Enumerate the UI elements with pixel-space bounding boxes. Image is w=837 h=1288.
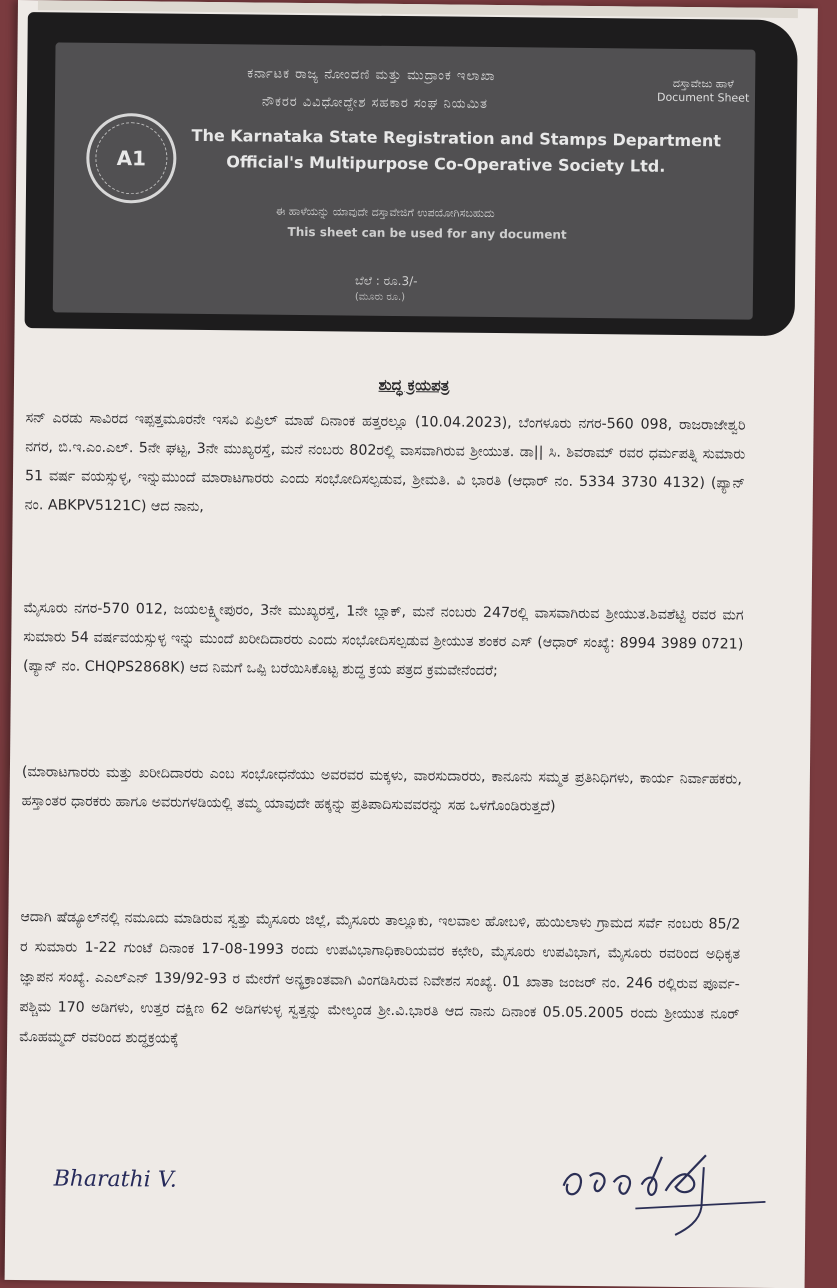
document-sheet [5,0,818,1288]
paragraph-property: ಆದಾಗಿ ಷೆಡ್ಯೂಲ್‌ನಲ್ಲಿ ನಮೂದು ಮಾಡಿರುವ ಸ್ವತ್ತು ಮೈಸೂರು ಜಿಲ್ಲೆ, ಮೈಸೂರು ತಾಲ್ಲೂಕು, ಇಲವಾಲ ಹೋಬಳಿ, ಹುಯಿಲಾಳು ಗ್ರಾಮದ ಸರ್ವೆ ನಂಬರು 85/2 ರ ಸುಮಾರು 1-22 ಗುಂಟೆ ದಿನಾಂಕ 17-08-1993 ರಂದು ಉಪವಿಭಾಗಾಧಿಕಾರಿಯವರ ಕಛೇರಿ, ಮೈಸೂರು ಉಪವಿಭಾಗ, ಮೈಸೂರು ರವರಿಂದ ಅಧಿಕೃತ ಜ್ಞಾಪನ ಸಂಖ್ಯೆ. ಎಎಲ್ಎನ್ 139/92-93 ರ ಮೇರೆಗೆ ಅನ್ಯಕ್ರಾಂತವಾಗಿ ವಿಂಗಡಿಸಿರುವ ನಿವೇಶನ ಸಂಖ್ಯೆ. 01 ಖಾತಾ ಜಂಜರ್ ನಂ. 246 ರಲ್ಲಿರುವ ಪೂರ್ವ-ಪಶ್ಚಿಮ 170 ಅಡಿಗಳು, ಉತ್ತರ ದಕ್ಷಿಣ 62 ಅಡಿಗಳುಳ್ಳ ಸ್ವತ್ತನ್ನು ಮೇಲ್ಕಂಡ ಶ್ರೀ.ವಿ.ಭಾರತಿ ಆದ ನಾನು ದಿನಾಂಕ 05.05.2005 ರಂದು ಶ್ರೀಯುತ ನೂರ್ ಮೊಹಮ್ಮದ್ ರವರಿಂದ ಶುದ್ಧಕ್ರಯಕ್ಕೆ [19,909,741,1047]
seller-signature: Bharathi V. [53,1166,177,1193]
buyer-signature [555,1146,776,1248]
paragraph-buyer: ಮೈಸೂರು ನಗರ-570 012, ಜಯಲಕ್ಷ್ಮೀಪುರಂ, 3ನೇ ಮುಖ್ಯರಸ್ತೆ, 1ನೇ ಬ್ಲಾಕ್, ಮನೆ ನಂಬರು 247ರಲ್ಲಿ ವಾಸವಾಗಿರುವ ಶ್ರೀಯುತ.ಶಿವಶೆಟ್ಟಿ ರವರ ಮಗ ಸುಮಾರು 54 ವರ್ಷವಯಸ್ಸುಳ್ಳ ಇನ್ನು ಮುಂದೆ ಖರೀದಿದಾರರು ಎಂದು ಸಂಭೋದಿಸಲ್ಪಡುವ ಶ್ರೀಯುತ ಶಂಕರ ಎಸ್ (ಆಧಾರ್ ಸಂಖ್ಯೆ: 8994 3989 0721) (ಪ್ಯಾನ್ ನಂ. CHQPS2868K) ಆದ ನಿಮಗೆ ಒಪ್ಪಿ ಬರೆಯಿಸಿಕೊಟ್ಟ ಶುದ್ಧ ಕ್ರಯ ಪತ್ರದ ಕ್ರಮವೇನೆಂದರೆ; [22,600,744,680]
document-sheet-label [657,77,750,105]
dept-english: The Karnataka State Registration and Stamps Department [191,125,722,151]
price-note: (ಮೂರು ರೂ.) [354,291,406,304]
doc-sheet-english: Document Sheet [656,90,750,105]
usage-english: This sheet can be used for any document [287,224,567,242]
doc-sheet-kannada: ದಸ್ತಾವೇಜು ಹಾಳೆ [672,76,734,91]
paragraph-seller: ಸನ್ ಎರಡು ಸಾವಿರದ ಇಪ್ಪತ್ತಮೂರನೇ ಇಸವಿ ಏಪ್ರಿಲ್ ಮಾಹೆ ದಿನಾಂಕ ಹತ್ತರಲ್ಲೂ (10.04.2023), ಬೆಂಗಳೂರು ನಗರ-560 098, ರಾಜರಾಜೇಶ್ವರಿ ನಗರ, ಬಿ.ಇ.ಎಂ.ಎಲ್. 5ನೇ ಘಟ್ಟ, 3ನೇ ಮುಖ್ಯರಸ್ತೆ, ಮನೆ ನಂಬರು 802ರಲ್ಲಿ ವಾಸವಾಗಿರುವ ಶ್ರೀಯುತ. ಡಾ|| ಸಿ. ಶಿವರಾಮ್ ರವರ ಧರ್ಮಪತ್ನಿ ಸುಮಾರು 51 ವರ್ಷ ವಯಸ್ಸುಳ್ಳ, ಇನ್ನುಮುಂದೆ ಮಾರಾಟಗಾರರು ಎಂದು ಸಂಭೋದಿಸಲ್ಪಡುವ, ಶ್ರೀಮತಿ. ವಿ ಭಾರತಿ (ಆಧಾರ್ ನಂ. 5334 3730 4132) (ಪ್ಯಾನ್ ನಂ. ABKPV5121C) ಆದ ನಾನು, [24,410,746,515]
society-seal [86,113,177,204]
dept-kannada: ಕರ್ನಾಟಕ ರಾಜ್ಯ ನೋಂದಣಿ ಮತ್ತು ಮುದ್ರಾಂಕ ಇಲಾಖಾ [247,66,496,85]
price-label: ಬೆಲೆ : ರೂ.3/- [355,273,418,289]
letterhead-band [25,12,798,336]
society-kannada: ನೌಕರರ ವಿವಿಧೋದ್ದೇಶ ಸಹಕಾರ ಸಂಘ ನಿಯಮಿತ [261,94,489,112]
seal-text: A1 [116,146,147,171]
paragraph-definitions: (ಮಾರಾಟಗಾರರು ಮತ್ತು ಖರೀದಿದಾರರು ಎಂಬ ಸಂಭೋಧನೆಯು ಅವರವರ ಮಕ್ಕಳು, ವಾರಸುದಾರರು, ಕಾನೂನು ಸಮ್ಮತ ಪ್ರತಿನಿಧಿಗಳು, ಕಾರ್ಯ ನಿರ್ವಾಹಕರು, ಹಸ್ತಾಂತರ ಧಾರಕರು ಹಾಗೂ ಅವರುಗಳಡಿಯಲ್ಲಿ ತಮ್ಮ ಯಾವುದೇ ಹಕ್ಕನ್ನು ಪ್ರತಿಪಾದಿಸುವವರನ್ನು ಸಹ ಒಳಗೊಂಡಿರುತ್ತದೆ) [21,764,742,815]
document-title: ಶುದ್ಧ ಕ್ರಯಪತ್ರ [378,375,450,395]
society-english: Official's Multipurpose Co-Operative Society Ltd. [226,152,666,176]
usage-kannada: ಈ ಹಾಳೆಯನ್ನು ಯಾವುದೇ ದಸ್ತಾವೇಜಿಗೆ ಉಪಯೋಗಿಸಬಹುದು [275,204,495,221]
